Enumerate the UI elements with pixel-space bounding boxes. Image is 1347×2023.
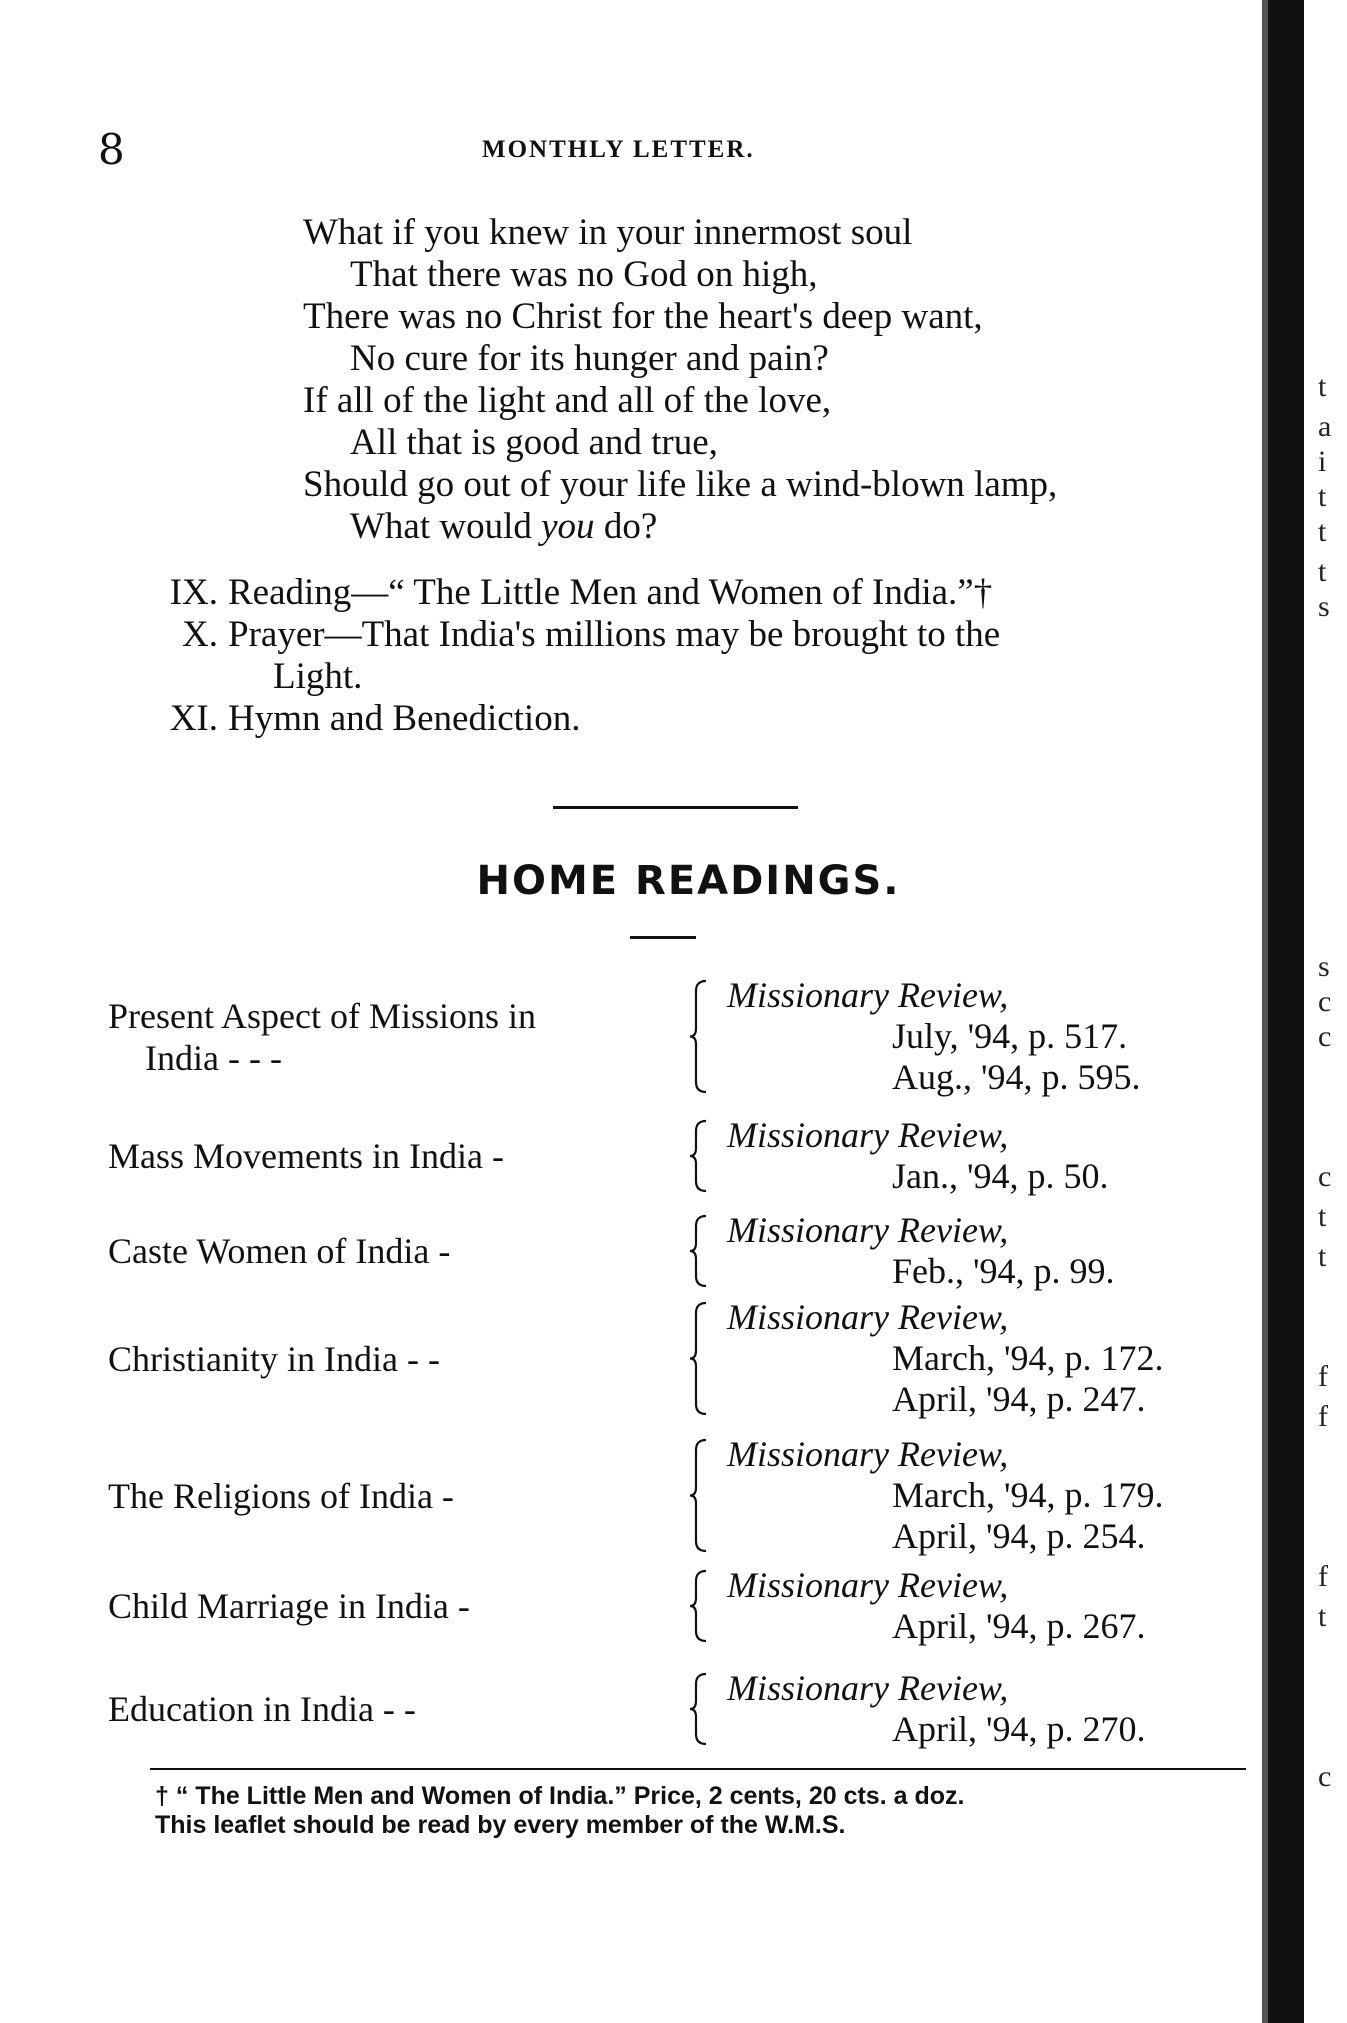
item-text-continuation: Light. bbox=[273, 656, 363, 697]
edge-letter: i bbox=[1318, 445, 1327, 478]
reading-reference: April, '94, p. 254. bbox=[892, 1516, 1146, 1556]
edge-letter: c bbox=[1318, 1020, 1332, 1053]
reading-reference: Jan., '94, p. 50. bbox=[892, 1156, 1109, 1196]
footnote bbox=[155, 1782, 964, 1840]
reading-topic bbox=[108, 1230, 450, 1272]
reading-reference: March, '94, p. 179. bbox=[892, 1475, 1164, 1515]
title-underline bbox=[630, 936, 696, 939]
reading-topic bbox=[108, 1475, 454, 1517]
edge-letter: t bbox=[1318, 480, 1327, 513]
edge-letter: t bbox=[1318, 1600, 1327, 1633]
item-number: IX. bbox=[169, 572, 218, 613]
reading-row bbox=[0, 1565, 1300, 1647]
reading-row bbox=[0, 1668, 1300, 1750]
footnote-line: † “ The Little Men and Women of India.” Price, 2 cents, 20 cts. a doz. bbox=[155, 1782, 965, 1810]
programme-item bbox=[130, 698, 1000, 740]
reading-reference: April, '94, p. 247. bbox=[892, 1379, 1146, 1419]
reading-topic-line: Caste Women of India - bbox=[108, 1231, 451, 1271]
poem-line: There was no Christ for the heart's deep want, bbox=[303, 296, 983, 337]
running-head: MONTHLY LETTER. bbox=[482, 136, 755, 163]
poem-line: No cure for its hunger and pain? bbox=[350, 338, 829, 379]
reading-row bbox=[0, 1115, 1300, 1197]
item-text-line: Prayer—That India's millions may be brought to the bbox=[228, 614, 1001, 655]
reading-row bbox=[0, 1210, 1300, 1292]
brace bbox=[688, 1569, 710, 1643]
poem-line: That there was no God on high, bbox=[350, 254, 818, 295]
reading-source: Missionary Review, bbox=[727, 1565, 1009, 1605]
edge-letter: t bbox=[1318, 370, 1327, 403]
section-title: HOME READINGS. bbox=[476, 858, 901, 904]
edge-letter: c bbox=[1318, 1760, 1332, 1793]
programme-item bbox=[130, 572, 1000, 614]
brace bbox=[688, 979, 710, 1094]
reading-topic-line: Mass Movements in India - bbox=[108, 1136, 504, 1176]
programme-items bbox=[130, 572, 1000, 740]
edge-letter: t bbox=[1318, 1200, 1327, 1233]
reading-topic bbox=[108, 1338, 440, 1380]
poem-line: Should go out of your life like a wind-blown lamp, bbox=[303, 464, 1058, 505]
emphasis: you bbox=[541, 506, 595, 547]
poem-line: If all of the light and all of the love, bbox=[303, 380, 832, 421]
poem bbox=[303, 212, 1057, 548]
footnote-rule bbox=[150, 1768, 1246, 1770]
edge-letter: f bbox=[1318, 1400, 1328, 1433]
reading-topic-line: Present Aspect of Missions in bbox=[108, 996, 536, 1036]
edge-letter: t bbox=[1318, 1240, 1327, 1273]
edge-letter: t bbox=[1318, 555, 1327, 588]
reading-reference: April, '94, p. 267. bbox=[892, 1606, 1146, 1646]
brace bbox=[688, 1119, 710, 1193]
reading-topic-line: Education in India - - bbox=[108, 1689, 416, 1729]
footnote-line: This leaflet should be read by every member of the W.M.S. bbox=[155, 1811, 846, 1839]
reading-reference: March, '94, p. 172. bbox=[892, 1338, 1164, 1378]
reading-reference: April, '94, p. 270. bbox=[892, 1709, 1146, 1749]
reading-source: Missionary Review, bbox=[727, 1115, 1009, 1155]
poem-line: What if you knew in your innermost soul bbox=[303, 212, 913, 253]
item-text: Hymn and Benediction. bbox=[228, 698, 581, 739]
edge-letter: a bbox=[1318, 410, 1332, 443]
brace bbox=[688, 1214, 710, 1288]
page-number: 8 bbox=[98, 125, 125, 174]
reading-source: Missionary Review, bbox=[727, 1210, 1009, 1250]
brace bbox=[688, 1672, 710, 1746]
brace bbox=[688, 1301, 710, 1416]
reading-topic bbox=[108, 995, 536, 1079]
edge-letter: s bbox=[1318, 950, 1330, 983]
reading-reference: July, '94, p. 517. bbox=[892, 1016, 1128, 1056]
reading-topic bbox=[108, 1585, 470, 1627]
reading-source: Missionary Review, bbox=[727, 975, 1009, 1015]
reading-row bbox=[0, 1297, 1300, 1420]
programme-item bbox=[130, 614, 1000, 698]
reading-reference: Feb., '94, p. 99. bbox=[892, 1251, 1115, 1291]
reading-topic bbox=[108, 1688, 416, 1730]
poem-line: All that is good and true, bbox=[350, 422, 718, 463]
reading-row bbox=[0, 975, 1300, 1098]
item-number: XI. bbox=[169, 698, 218, 739]
reading-topic-line: Christianity in India - - bbox=[108, 1339, 440, 1379]
reading-source: Missionary Review, bbox=[727, 1297, 1009, 1337]
edge-letter: t bbox=[1318, 515, 1327, 548]
edge-letter: f bbox=[1318, 1360, 1328, 1393]
item-text bbox=[228, 614, 1000, 698]
reading-topic-line: The Religions of India - bbox=[108, 1476, 454, 1516]
item-number: X. bbox=[182, 614, 218, 655]
edge-letter: f bbox=[1318, 1560, 1328, 1593]
reading-reference: Aug., '94, p. 595. bbox=[892, 1057, 1141, 1097]
item-text: Reading—“ The Little Men and Women of India.”† bbox=[228, 572, 993, 613]
reading-topic bbox=[108, 1135, 504, 1177]
edge-letter: c bbox=[1318, 985, 1332, 1018]
reading-source: Missionary Review, bbox=[727, 1668, 1009, 1708]
reading-row bbox=[0, 1434, 1300, 1557]
edge-letter: s bbox=[1318, 590, 1330, 623]
brace bbox=[688, 1438, 710, 1553]
edge-letter: c bbox=[1318, 1160, 1332, 1193]
section-divider bbox=[553, 806, 798, 809]
poem-line: What would you do? bbox=[350, 506, 658, 547]
binding-edge bbox=[1268, 0, 1304, 2023]
reading-topic-line: India - - - bbox=[145, 1038, 282, 1078]
reading-topic-line: Child Marriage in India - bbox=[108, 1586, 470, 1626]
reading-source: Missionary Review, bbox=[727, 1434, 1009, 1474]
